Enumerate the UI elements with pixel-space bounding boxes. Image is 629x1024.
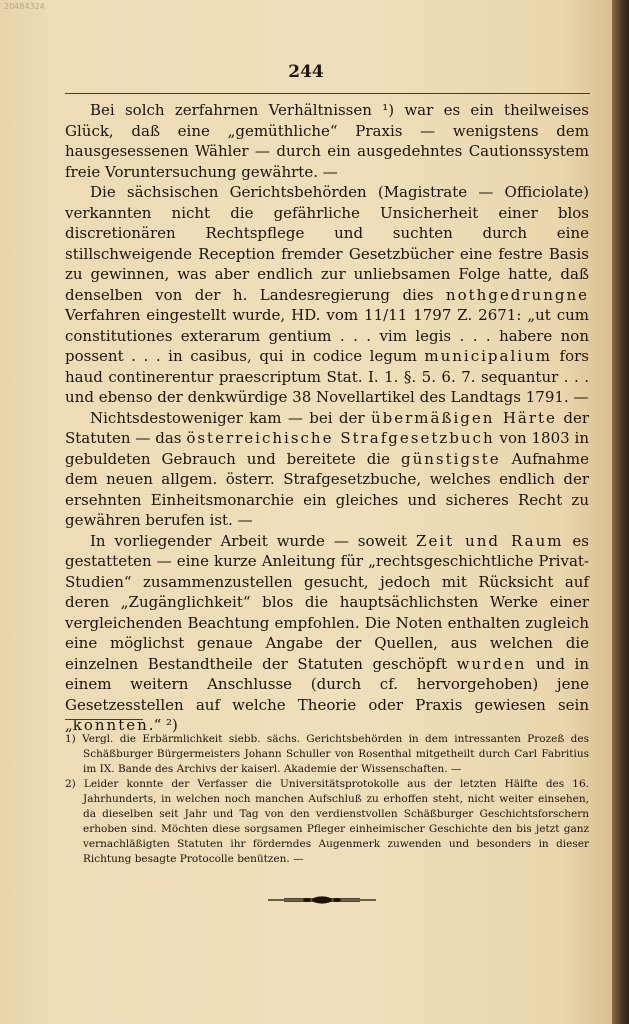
paragraph-3-text-c: von 1803 in gebuldeten Gebrauch und bereitete die <box>65 429 589 468</box>
emphasis-zeit-und-raum: Zeit und Raum <box>416 531 564 550</box>
book-edge <box>612 0 629 1024</box>
emphasis-guenstigste: günstigste <box>400 449 501 468</box>
paragraph-4-text-b: es gestatteten — eine kurze Anleitung für „rechtsgeschichtliche Privat-Studien“ zusammenzustellen gesucht, jedoch mit Rücksicht auf deren „Zugänglichkeit“ blos die hauptsächlichsten Werke einer vergleichenden Beachtung empfohlen. Die Noten enthalten zugleich eine möglichst genaue Angabe der Quellen, aus welchen die einzelnen Bestandtheile der Statuten geschöpft <box>65 531 589 673</box>
footnote-2: 2) Leider konnte der Verfasser die Universitätsprotokolle aus der letzten Hälfte des 16. Jahrhunderts, in welchen noch manchen Aufschluß zu erhoffen steht, nicht weiter einsehen, da dieselben seit Jahr und Tag von den verdienstvollen Schäßburger Geschichtsforschern erhoben sind. Möchten diese sorgsamen Pfleger einheimischer Geschichte den bis jetzt ganz vernachläßigten Statuten ihr förderndes Augenmerk zuwenden und besonders in dieser Richtung besagte Protocolle benützen. — <box>65 778 589 865</box>
paragraph-4-text-c: und in einem weitern Anschlusse (durch cf. hervorgehoben) jene Gesetzesstellen auf welche Theorie oder Praxis gewiesen sein „ <box>65 654 589 734</box>
main-text <box>65 100 589 736</box>
emphasis-haerte: übermäßigen Härte <box>370 408 557 427</box>
library-stamp: 20484324 <box>4 2 45 11</box>
page-number: 244 <box>288 62 324 82</box>
paragraph-3-text-b: der Statuten — das <box>65 408 589 447</box>
paragraph-4 <box>65 531 589 736</box>
paragraph-2-text-c: fors haud continerentur praescriptum Stat. I. 1. §. 5. 6. 7. sequantur . . . und ebenso der denkwürdige 38 Novellartikel des Landtags 1791. — <box>65 347 589 406</box>
emphasis-strafgesetzbuch: österreichische Strafgesetzbuch <box>186 429 495 447</box>
end-ornament <box>262 893 382 907</box>
emphasis-nothgedrungne: nothgedrungne <box>445 285 589 304</box>
paragraph-2 <box>65 182 589 408</box>
paragraph-2-text-a: Die sächsischen Gerichtsbehörden (Magistrate — Officiolate) verkannten nicht die gefährliche Unsicherheit einer blos discretionären Rechtspflege und suchten durch eine stillschweigende Reception fremder Gesetzbücher eine festre Basis zu gewinnen, was aber endlich zur unliebsamen Folge hatte, daß denselben von der h. Landesregierung dies <box>65 183 589 304</box>
paragraph-4-text-a: In vorliegender Arbeit wurde — soweit <box>90 531 417 550</box>
paragraph-3-text-d: Aufnahme dem neuen allgem. österr. Strafgesetzbuche, welches endlich der ersehnten Einheitsmonarchie ein gleiches und sicheres Recht zu gewähren berufen ist. — <box>65 449 589 529</box>
emphasis-municipalium: municipalium <box>424 347 552 365</box>
emphasis-konnten: konnten <box>72 716 149 734</box>
emphasis-wurden: wurden <box>456 654 527 673</box>
footnotes <box>65 732 589 867</box>
paragraph-2-text-b: Verfahren eingestellt wurde, HD. vom 11/11 1797 Z. 2671: „ut cum constitutiones exterarum gentium . . . vim legis . . . habere non possent . . . in casibus, qui in codice legum <box>65 306 589 365</box>
paragraph-1 <box>65 100 589 182</box>
footnote-1: 1) Vergl. die Erbärmlichkeit siebb. sächs. Gerichtsbehörden in dem intressanten Prozeß des Schäßburger Bürgermeisters Johann Schuller von Rosenthal mitgetheilt durch Carl Fabritius im IX. Bande des Archivs der kaiserl. Akademie der Wissenschaften. — <box>65 733 589 775</box>
paragraph-1-text: Bei solch zerfahrnen Verhältnissen ¹) war es ein theilweises Glück, daß eine „gemüthliche“ Praxis — wenigstens dem hausgesessenen Wähler — durch ein ausgedehntes Cautionssystem freie Voruntersuchung gewährte. — <box>65 101 589 181</box>
header-rule <box>65 93 590 94</box>
footnote-rule <box>65 719 143 720</box>
paragraph-3 <box>65 408 589 531</box>
paragraph-4-text-d: .“ ²) <box>148 716 178 734</box>
paragraph-3-text-a: Nichtsdestoweniger kam — bei der <box>90 408 371 427</box>
